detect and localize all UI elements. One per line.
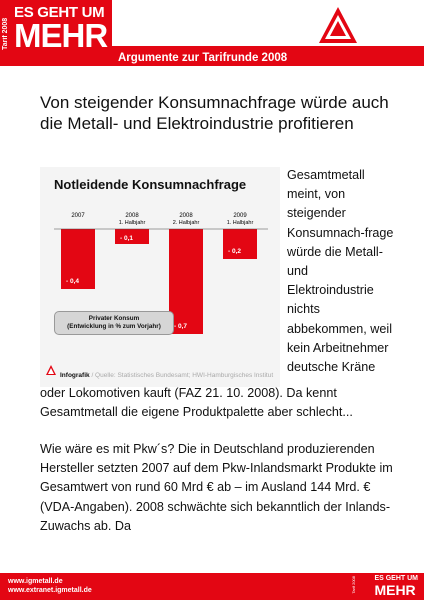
page-title: Von steigender Konsumnachfrage würde auch die Metall- und Elektroindustrie profitieren [40,93,389,133]
header [0,0,424,72]
chart-title: Notleidende Konsumnachfrage [54,177,247,192]
chart [40,167,280,387]
x-tick-period: 1. Halbjahr [118,220,146,226]
header-white-area [112,0,424,46]
x-tick-year: 2007 [71,213,85,219]
chart-footer [60,372,273,379]
chart-legend-line2: (Entwicklung in % zum Vorjahr) [67,323,161,330]
bar [169,229,203,334]
chart-legend-box [54,311,174,335]
ig-metall-small-logo-icon [46,365,56,375]
footer-links [8,577,92,595]
footer-link-extranet[interactable]: www.extranet.igmetall.de [8,587,92,594]
x-tick-period: 1. Halbjahr [226,220,254,226]
chart-source: / Quelle: Statistisches Bundesamt; HWI-Hamburgisches Institut [91,372,274,379]
ig-metall-logo-icon [318,6,358,44]
chart-legend-line1: Privater Konsum [88,315,140,322]
bar-value-label: - 0,7 [174,323,188,330]
flow-paragraph: oder Lokomotiven kauft (FAZ 21. 10. 2008). Da kennt Gesamtmetall die eigene Produktpalette aber schlecht... [40,386,353,420]
chart-plot [40,167,280,387]
second-paragraph: Wie wäre es mit Pkw´s? Die in Deutschland produzierenden Hersteller setzten 2007 auf dem Pkw-Inlandsmarkt Produkte im Gesamtwert von rund 60 Mrd € ab – im Ausland 144 Mrd. € (VDA-Angaben). 2008 schwächte sich bekanntlich der Inlands-Zuwachs ab. Da [40,442,393,533]
campaign-logo [0,0,112,66]
tarif-label: Tarif 2008 [2,17,9,51]
logo-text-main: MEHR [14,17,108,54]
footer [0,573,424,600]
footer-logo-main: MEHR [374,582,416,598]
bar-value-label: - 0,2 [228,248,242,255]
x-tick-period: 2. Halbjahr [172,220,200,226]
chart-footer-label: Infografik [60,372,90,379]
footer-logo-top: ES GEHT UM [374,575,418,582]
footer-campaign-logo [374,575,418,597]
x-tick-year: 2008 [125,213,139,219]
footer-tarif-label: Tarif 2008 [351,576,356,594]
footer-link-igmetall[interactable]: www.igmetall.de [8,578,63,585]
bar-value-label: - 0,4 [66,278,80,285]
header-tagline: Argumente zur Tarifrunde 2008 [118,52,288,64]
x-tick-year: 2008 [179,213,193,219]
side-paragraph: Gesamtmetall meint, von steigender Konsumnach-frage würde die Metall- und Elektroindustrie nichts abbekommen, weil kein Arbeitnehmer deutsche Kräne [287,168,394,375]
bar-value-label: - 0,1 [120,235,134,242]
x-tick-year: 2009 [233,213,247,219]
logo-text-top: ES GEHT UM [14,4,105,21]
